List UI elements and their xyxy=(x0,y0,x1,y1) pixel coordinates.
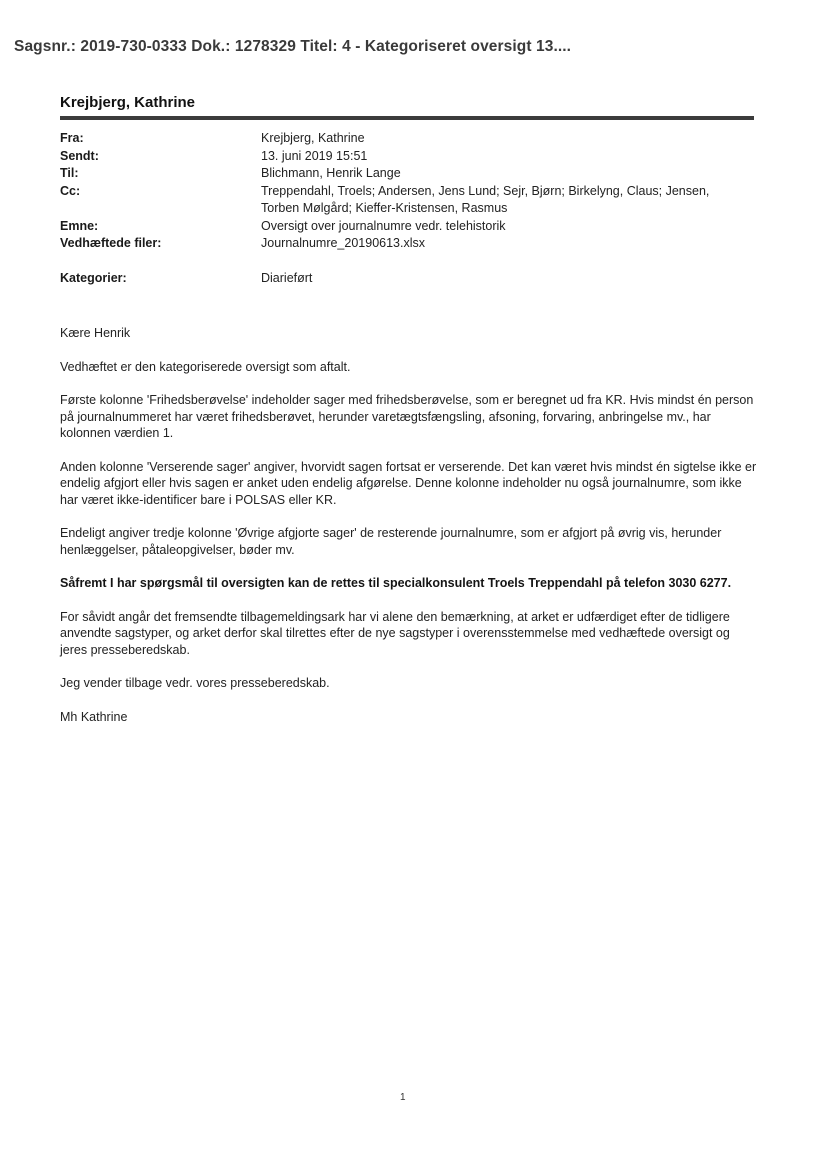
paragraph-third-column: Endeligt angiver tredje kolonne 'Øvrige afgjorte sager' de resterende journalnumre, som er afgjort på øvrig vis, herunder henlæggelser, påtaleopgivelser, bøder mv. xyxy=(60,526,722,557)
meta-row-cc xyxy=(60,183,760,218)
to-value: Blichmann, Henrik Lange xyxy=(261,166,401,180)
header-divider xyxy=(60,116,754,120)
paragraph-followup: Jeg vender tilbage vedr. vores presseberedskab. xyxy=(60,676,330,690)
meta-spacer xyxy=(60,253,760,270)
meta-row-sent xyxy=(60,148,760,166)
categories-label: Kategorier: xyxy=(60,270,127,285)
from-value: Krejbjerg, Kathrine xyxy=(261,131,365,145)
paragraph-feedback-sheet: For såvidt angår det fremsendte tilbagemeldingsark har vi alene den bemærkning, at arket er udfærdiget efter de tidligere anvendte sagstyper, og arket derfor skal tilrettes efter de nye sagstyper i overensstemmelse med vedhæftede oversigt og jeres presseberedskab. xyxy=(60,609,730,657)
categories-value: Diarieført xyxy=(261,270,313,285)
sent-label: Sendt: xyxy=(60,148,99,163)
meta-row-from xyxy=(60,130,760,148)
subject-label: Emne: xyxy=(60,218,99,233)
from-label: Fra: xyxy=(60,131,84,145)
page-number: 1 xyxy=(400,1092,406,1103)
paragraph-contact: Såfremt I har spørgsmål til oversigten kan de rettes til specialkonsulent Troels Treppendahl på telefon 3030 6277. xyxy=(60,576,732,590)
meta-row-attachments xyxy=(60,235,760,253)
cc-value-line1: Treppendahl, Troels; Andersen, Jens Lund; Sejr, Bjørn; Birkelyng, Claus; Jensen, xyxy=(261,183,710,198)
sent-value: 13. juni 2019 15:51 xyxy=(261,148,368,163)
to-label: Til: xyxy=(60,166,79,180)
meta-row-subject xyxy=(60,218,760,236)
cc-label: Cc: xyxy=(60,183,81,198)
meta-row-categories xyxy=(60,270,760,288)
paragraph-first-column: Første kolonne 'Frihedsberøvelse' indeholder sager med frihedsberøvelse, som er beregnet ud fra KR. Hvis mindst én person på journalnummeret har været frihedsberøvet, herunder varetægtsfængsling, afsoning, forvaring, anbringelse mv., har kolonnen værdien 1. xyxy=(60,393,754,440)
paragraph-intro: Vedhæftet er den kategoriserede oversigt som aftalt. xyxy=(60,359,351,374)
signoff: Mh Kathrine xyxy=(60,709,128,724)
cc-value xyxy=(261,183,760,218)
subject-value: Oversigt over journalnumre vedr. telehistorik xyxy=(261,218,506,233)
cc-value-line2: Torben Mølgård; Kieffer-Kristensen, Rasmus xyxy=(261,201,508,215)
greeting: Kære Henrik xyxy=(60,326,131,340)
meta-row-to xyxy=(60,165,760,183)
email-body xyxy=(60,325,760,742)
sender-name: Krejbjerg, Kathrine xyxy=(60,94,196,111)
attachments-label: Vedhæftede filer: xyxy=(60,236,162,250)
attachments-value: Journalnumre_20190613.xlsx xyxy=(261,236,425,250)
paragraph-second-column: Anden kolonne 'Verserende sager' angiver, hvorvidt sagen fortsat er verserende. Det kan været hvis mindst én sigtelse ikke er endelig afgjort eller hvis sagen er anket uden endelig afgørelse. Denne kolonne indeholder nu også journalnumre, som ikke har været ikke-identificer bare i POLSAS eller KR. xyxy=(60,459,757,507)
case-header: Sagsnr.: 2019-730-0333 Dok.: 1278329 Titel: 4 - Kategoriseret oversigt 13.... xyxy=(14,38,572,55)
email-metadata xyxy=(60,130,760,287)
